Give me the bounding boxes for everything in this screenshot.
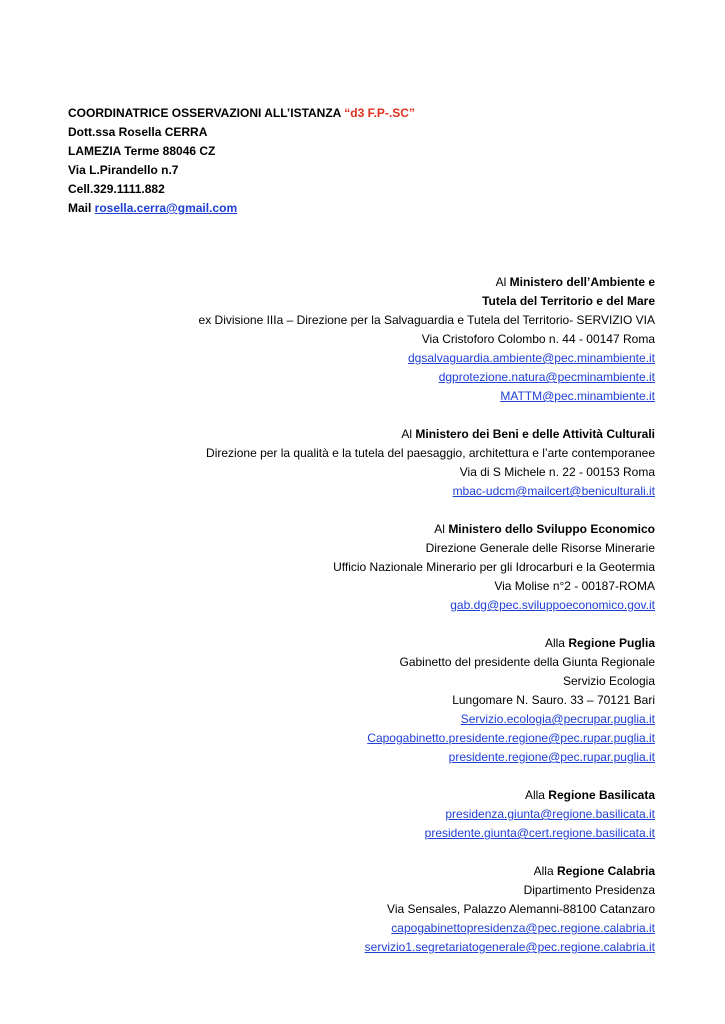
recipient-email-line <box>199 368 655 387</box>
recipient-block <box>199 634 655 767</box>
recipient-email-line <box>199 349 655 368</box>
sender-street: Via L.Pirandello n.7 <box>68 163 179 177</box>
sender-title-highlight: “d3 F.P-.SC” <box>344 106 415 120</box>
recipient-name: Regione Basilicata <box>548 788 655 802</box>
recipient-address-line: Dipartimento Presidenza <box>523 883 655 897</box>
recipient-email-link[interactable]: Servizio.ecologia@pecrupar.puglia.it <box>460 712 655 726</box>
sender-mail-link[interactable]: rosella.cerra@gmail.com <box>94 201 238 215</box>
recipient-heading <box>199 273 655 292</box>
recipient-block <box>199 786 655 843</box>
recipient-block <box>199 862 655 957</box>
recipient-email-link[interactable]: MATTM@pec.minambiente.it <box>500 389 655 403</box>
sender-title <box>68 104 415 123</box>
recipient-email-line <box>199 482 655 501</box>
recipient-address-line: Via Molise n°2 - 00187-ROMA <box>494 579 655 593</box>
recipient-email-line <box>199 805 655 824</box>
recipient-email-link[interactable]: capogabinettopresidenza@pec.regione.calabria.it <box>391 921 655 935</box>
recipient-address-line: Direzione per la qualità e la tutela del paesaggio, architettura e l’arte contemporanee <box>206 446 655 460</box>
recipient-email-link[interactable]: presidente.giunta@cert.regione.basilicata.it <box>424 826 655 840</box>
recipient-email-link[interactable]: mbac-udcm@mailcert@beniculturali.it <box>452 484 655 498</box>
recipient-email-line <box>199 710 655 729</box>
recipient-email-link[interactable]: presidenza.giunta@regione.basilicata.it <box>445 807 655 821</box>
recipient-email-link[interactable]: presidente.regione@pec.rupar.puglia.it <box>448 750 655 764</box>
recipient-heading <box>199 425 655 444</box>
recipient-prefix: Al <box>434 522 449 536</box>
recipient-address-line: Lungomare N. Sauro. 33 – 70121 Bari <box>452 693 655 707</box>
recipient-heading <box>199 786 655 805</box>
sender-name: Dott.ssa Rosella CERRA <box>68 125 208 139</box>
recipient-name: Regione Puglia <box>568 636 655 650</box>
recipient-name: Ministero dello Sviluppo Economico <box>448 522 655 536</box>
recipient-address-line: Gabinetto del presidente della Giunta Regionale <box>399 655 655 669</box>
recipient-email-line <box>199 938 655 957</box>
recipient-prefix: Al <box>401 427 416 441</box>
recipient-address-line: Via Sensales, Palazzo Alemanni-88100 Catanzaro <box>387 902 655 916</box>
recipient-prefix: Alla <box>533 864 557 878</box>
recipient-prefix: Al <box>495 275 510 289</box>
recipient-heading <box>199 520 655 539</box>
recipient-email-line <box>199 748 655 767</box>
recipient-prefix: Alla <box>544 636 569 650</box>
recipient-heading <box>199 862 655 881</box>
recipient-email-link[interactable]: Capogabinetto.presidente.regione@pec.rupar.puglia.it <box>367 731 655 745</box>
recipient-email-line <box>199 729 655 748</box>
recipient-address-line: Servizio Ecologia <box>562 674 655 688</box>
sender-city: LAMEZIA Terme 88046 CZ <box>68 144 216 158</box>
recipient-address-line: Direzione Generale delle Risorse Minerarie <box>425 541 655 555</box>
recipient-address-line: ex Divisione IIIa – Direzione per la Salvaguardia e Tutela del Territorio- SERVIZIO VIA <box>198 313 655 327</box>
recipient-address-line: Ufficio Nazionale Minerario per gli Idrocarburi e la Geotermia <box>333 560 655 574</box>
recipient-email-line <box>199 387 655 406</box>
recipient-email-line <box>199 596 655 615</box>
recipients-list <box>199 273 655 976</box>
recipient-email-link[interactable]: gab.dg@pec.sviluppoeconomico.gov.it <box>450 598 655 612</box>
sender-phone: Cell.329.1111.882 <box>68 182 165 196</box>
recipient-block <box>199 520 655 615</box>
sender-block <box>68 104 415 218</box>
recipient-block <box>199 273 655 406</box>
sender-title-prefix: COORDINATRICE OSSERVAZIONI ALL’ISTANZA <box>68 106 345 120</box>
recipient-name: Ministero dei Beni e delle Attività Culturali <box>415 427 655 441</box>
recipient-email-link[interactable]: dgprotezione.natura@pecminambiente.it <box>438 370 655 384</box>
recipient-address-line: Via Cristoforo Colombo n. 44 - 00147 Roma <box>421 332 655 346</box>
recipient-address-line: Tutela del Territorio e del Mare <box>482 294 655 308</box>
recipient-email-link[interactable]: dgsalvaguardia.ambiente@pec.minambiente.it <box>408 351 655 365</box>
recipient-name: Ministero dell’Ambiente e <box>509 275 655 289</box>
recipient-block <box>199 425 655 501</box>
recipient-address-line: Via di S Michele n. 22 - 00153 Roma <box>459 465 655 479</box>
sender-mail <box>68 199 415 218</box>
recipient-email-line <box>199 919 655 938</box>
recipient-prefix: Alla <box>524 788 549 802</box>
recipient-name: Regione Calabria <box>556 864 655 878</box>
recipient-heading <box>199 634 655 653</box>
sender-mail-label: Mail <box>68 201 95 215</box>
recipient-email-line <box>199 824 655 843</box>
recipient-email-link[interactable]: servizio1.segretariatogenerale@pec.regione.calabria.it <box>364 940 655 954</box>
